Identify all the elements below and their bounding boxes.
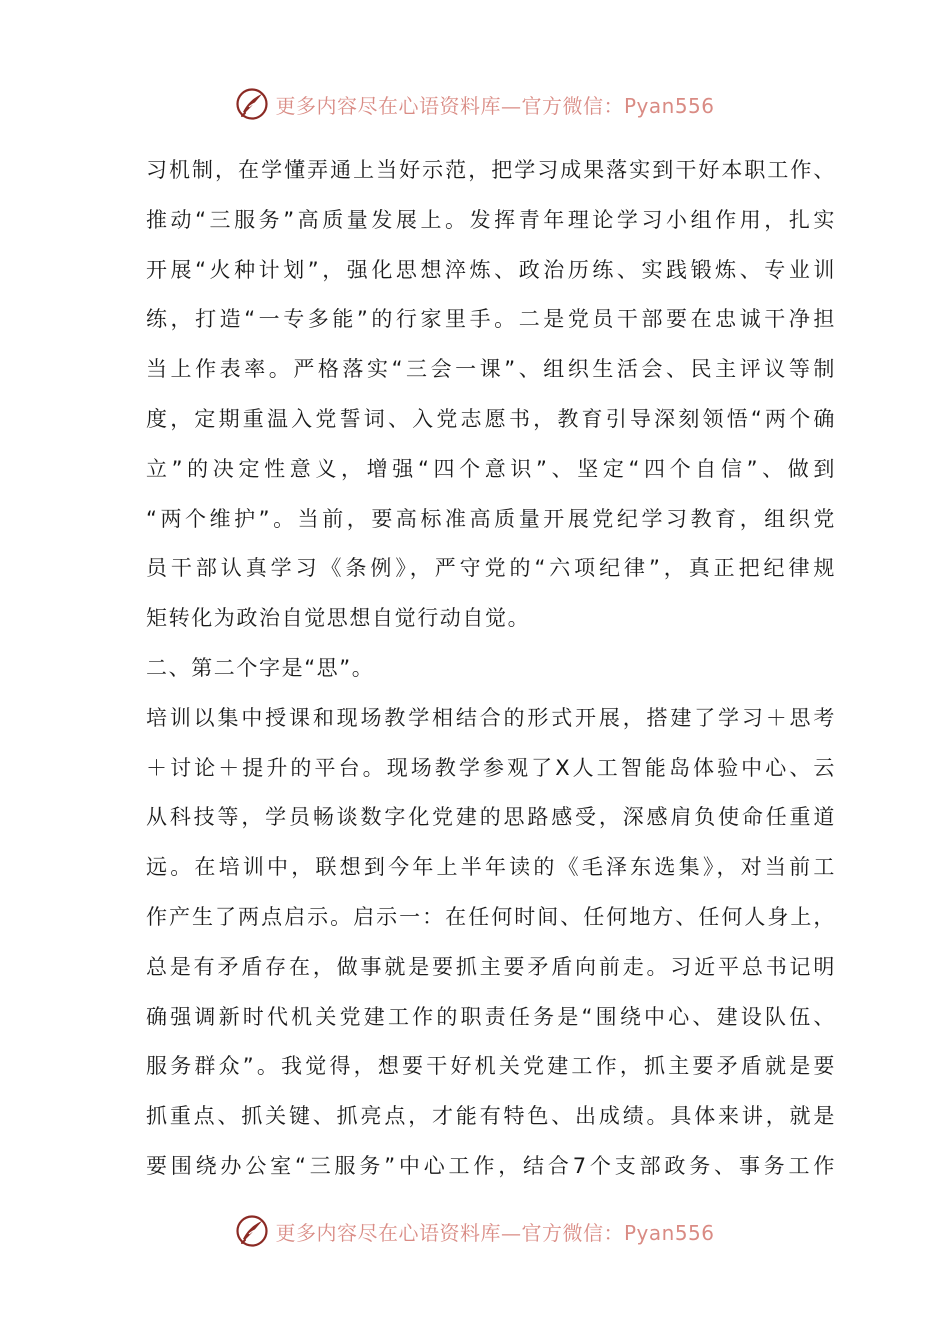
text-line: 要围绕办公室“三服务”中心工作，结合7个支部政务、事务工作 bbox=[146, 1153, 836, 1178]
text-line: 立”的决定性意义，增强“四个意识”、坚定“四个自信”、做到 bbox=[146, 456, 836, 481]
text-line: 总是有矛盾存在，做事就是要抓主要矛盾向前走。习近平总书记明 bbox=[146, 954, 836, 979]
text-line: 抓重点、抓关键、抓亮点，才能有特色、出成绩。具体来讲，就是 bbox=[146, 1104, 836, 1129]
text-line: 培训以集中授课和现场教学相结合的形式开展，搭建了学习＋思考 bbox=[146, 705, 836, 730]
text-line: 服务群众”。我觉得，想要干好机关党建工作，抓主要矛盾就是要 bbox=[146, 1054, 836, 1079]
footer-watermark-banner bbox=[0, 1211, 950, 1251]
text-line: 确强调新时代机关党建工作的职责任务是“围绕中心、建设队伍、 bbox=[146, 1004, 836, 1029]
header-watermark-banner bbox=[0, 84, 950, 124]
text-line: 推动“三服务”高质量发展上。发挥青年理论学习小组作用，扎实 bbox=[146, 207, 836, 232]
text-line: 度，定期重温入党誓词、入党志愿书，教育引导深刻领悟“两个确 bbox=[146, 406, 836, 431]
text-line: 开展“火种计划”，强化思想淬炼、政治历练、实践锻炼、专业训 bbox=[146, 257, 836, 282]
text-line: 员干部认真学习《条例》，严守党的“六项纪律”，真正把纪律规 bbox=[146, 556, 836, 581]
section-heading: 二、第二个字是“思”。 bbox=[146, 655, 375, 680]
text-line: 练，打造“一专多能”的行家里手。二是党员干部要在忠诚干净担 bbox=[146, 307, 836, 332]
text-line: 矩转化为政治自觉思想自觉行动自觉。 bbox=[146, 606, 531, 631]
text-line: 当上作表率。严格落实“三会一课”、组织生活会、民主评议等制 bbox=[146, 357, 836, 382]
text-line: ＋讨论＋提升的平台。现场教学参观了X人工智能岛体验中心、云 bbox=[146, 755, 836, 780]
banner-text: 更多内容尽在心语资料库—官方微信：Pyan556 bbox=[275, 1220, 715, 1245]
document-body bbox=[146, 146, 836, 1192]
text-line: 作产生了两点启示。启示一：在任何时间、任何地方、任何人身上， bbox=[146, 904, 836, 929]
text-line: 习机制，在学懂弄通上当好示范，把学习成果落实到干好本职工作、 bbox=[146, 158, 836, 182]
text-line: “两个维护”。当前，要高标准高质量开展党纪学习教育，组织党 bbox=[146, 506, 836, 531]
pen-logo-icon bbox=[235, 87, 269, 121]
text-line: 从科技等，学员畅谈数字化党建的思路感受，深感肩负使命任重道 bbox=[146, 805, 836, 830]
banner-text: 更多内容尽在心语资料库—官方微信：Pyan556 bbox=[275, 93, 715, 118]
text-line: 远。在培训中，联想到今年上半年读的《毛泽东选集》，对当前工 bbox=[146, 855, 836, 880]
pen-logo-icon bbox=[235, 1214, 269, 1248]
